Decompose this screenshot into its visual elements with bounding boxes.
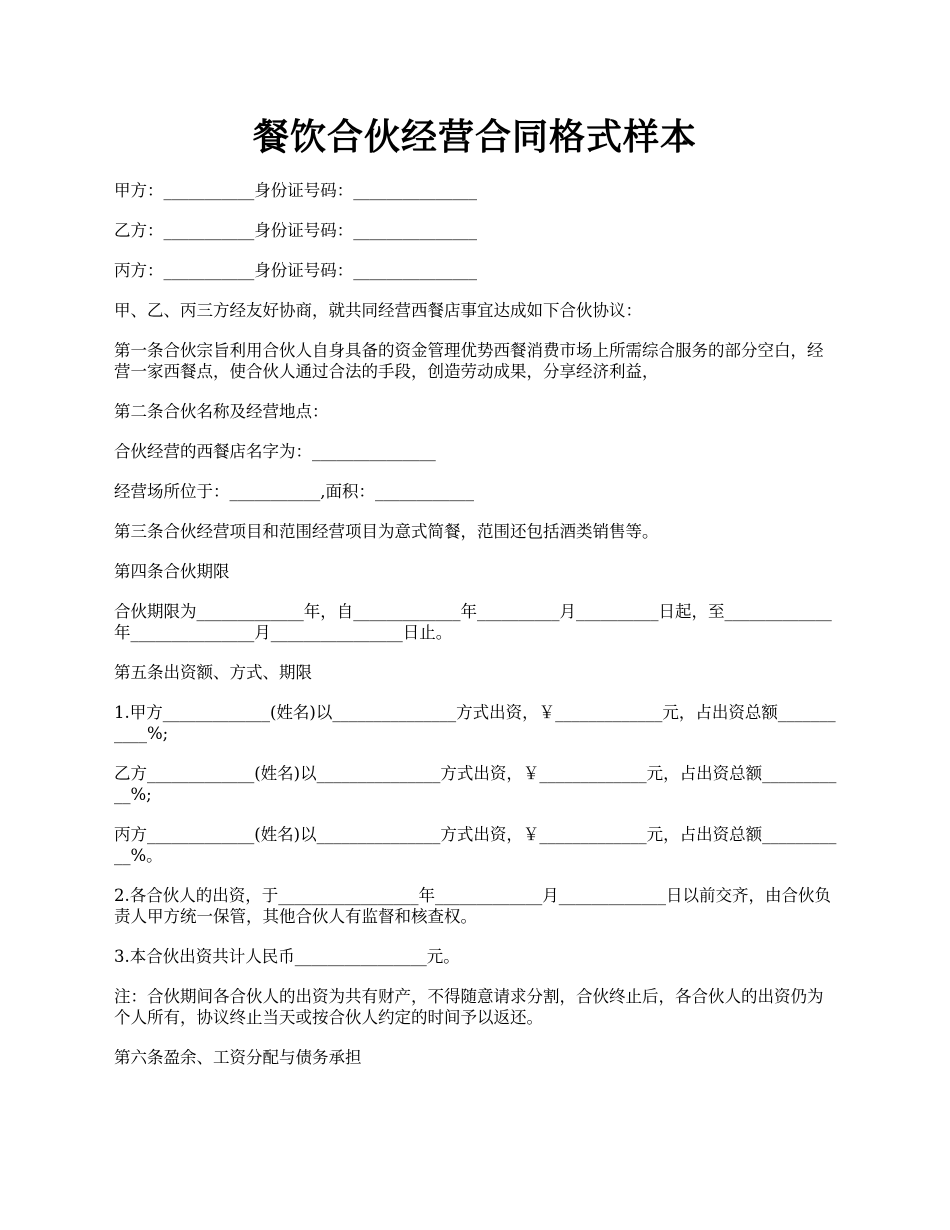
document-body (114, 180, 838, 1087)
term-line: 合伙期限为_____________年，自_____________年__________月__________日起，至_____________年_______________月________________日止。 (114, 602, 832, 642)
contribution-total: 3.本合伙出资共计人民币________________元。 (114, 947, 460, 966)
article-4-heading: 第四条合伙期限 (114, 562, 230, 581)
contribution-party-a: 1.甲方_____________(姓名)以_______________方式出资，￥_____________元，占出资总额___________%; (114, 703, 836, 743)
party-c-line: 丙方：___________身份证号码：_______________ (114, 261, 477, 280)
article-6-heading: 第六条盈余、工资分配与债务承担 (114, 1048, 362, 1067)
article-5-heading: 第五条出资额、方式、期限 (114, 663, 312, 682)
party-b-line: 乙方：___________身份证号码：_______________ (114, 221, 477, 240)
contribution-deadline: 2.各合伙人的出资，于_________________年_____________月_____________日以前交齐，由合伙负责人甲方统一保管，其他合伙人有监督和核查权。 (114, 886, 831, 926)
article-2-heading: 第二条合伙名称及经营地点： (114, 402, 329, 421)
restaurant-name-line: 合伙经营的西餐店名字为：_______________ (114, 442, 436, 461)
contribution-note: 注：合伙期间各合伙人的出资为共有财产，不得随意请求分割，合伙终止后，各合伙人的出资仍为个人所有，协议终止当天或按合伙人约定的时间予以返还。 (114, 987, 824, 1027)
contribution-party-c: 丙方_____________(姓名)以_______________方式出资，￥_____________元，占出资总额___________%。 (114, 825, 837, 865)
article-3: 第三条合伙经营项目和范围经营项目为意式简餐，范围还包括酒类销售等。 (114, 522, 659, 541)
party-a-line: 甲方：___________身份证号码：_______________ (114, 181, 477, 200)
preamble: 甲、乙、丙三方经友好协商，就共同经营西餐店事宜达成如下合伙协议： (114, 301, 642, 320)
article-1: 第一条合伙宗旨利用合伙人自身具备的资金管理优势西餐消费市场上所需综合服务的部分空白，经营一家西餐点，使合伙人通过合法的手段，创造劳动成果，分享经济利益， (114, 341, 824, 381)
document-title: 餐饮合伙经营合同格式样本 (252, 116, 697, 158)
location-line: 经营场所位于：___________,面积：____________ (114, 482, 474, 501)
contribution-party-b: 乙方_____________(姓名)以_______________方式出资，￥_____________元，占出资总额___________%; (114, 764, 837, 804)
